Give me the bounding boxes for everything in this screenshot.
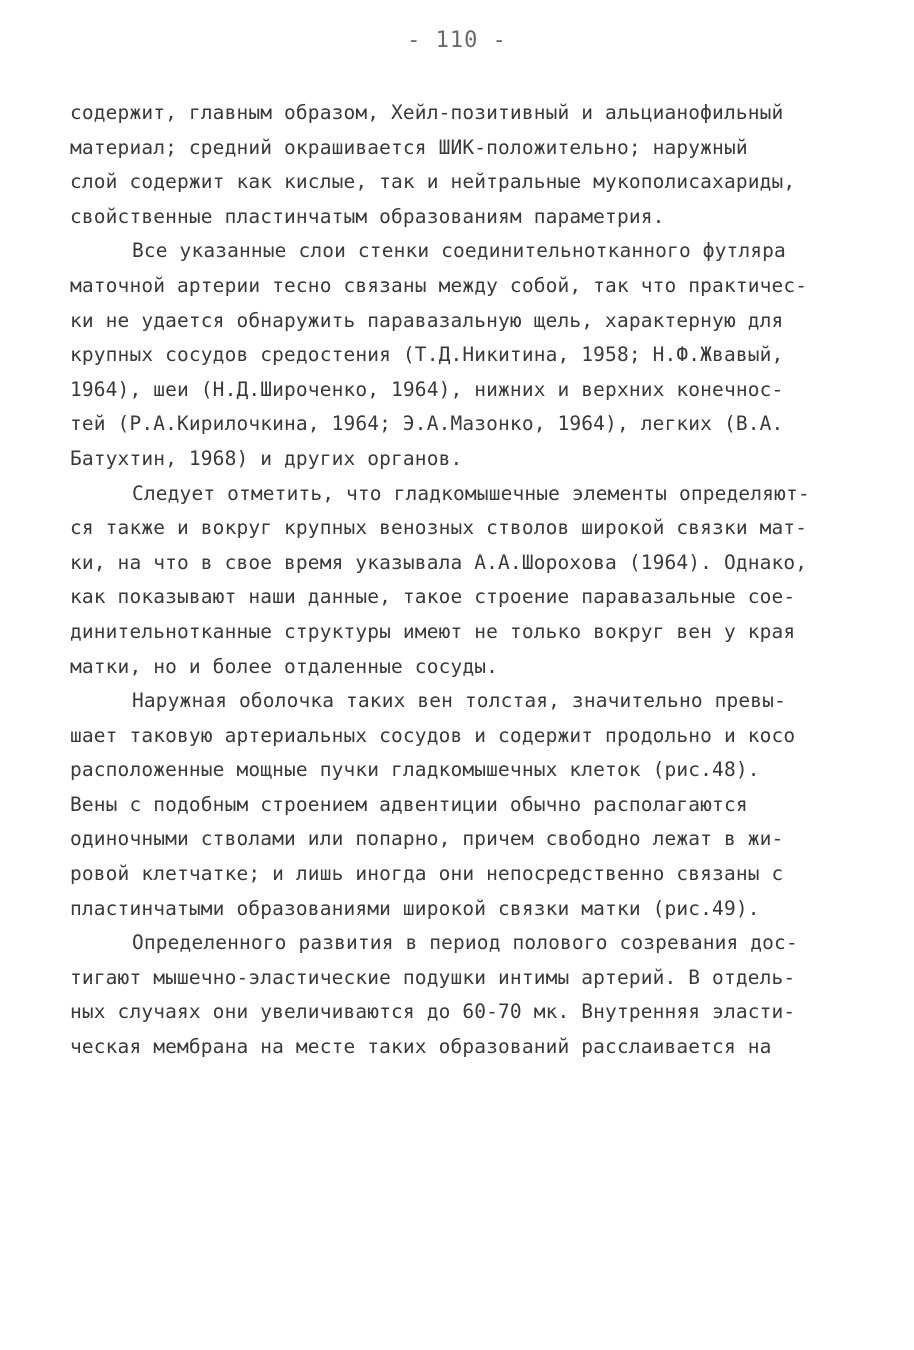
- text-line: Наружная оболочка таких вен толстая, значительно превы-: [132, 689, 786, 713]
- text-line: тигают мышечно-эластические подушки интимы артерий. В отдель-: [70, 965, 796, 989]
- body-text: [70, 96, 840, 1065]
- page-number: - 110 -: [407, 28, 507, 53]
- text-line: свойственные пластинчатым образованиям параметрия.: [70, 204, 665, 228]
- text-line: ся также и вокруг крупных венозных стволов широкой связки мат-: [70, 516, 808, 540]
- text-line: тей (Р.А.Кирилочкина, 1964; Э.А.Мазонко, 1964), легких (В.А.: [70, 412, 784, 436]
- text-line: крупных сосудов средостения (Т.Д.Никитина, 1958; Н.Ф.Жвавый,: [70, 343, 784, 367]
- text-line: пластинчатыми образованиями широкой связки матки (рис.49).: [70, 896, 760, 920]
- text-line: ки не удается обнаружить паравазальную щель, характерную для: [70, 308, 784, 332]
- text-line: ровой клетчатке; и лишь иногда они непосредственно связаны с: [70, 862, 784, 886]
- text-line: динительнотканные структуры имеют не только вокруг вен у края: [70, 619, 796, 643]
- text-line: Определенного развития в период полового созревания дос-: [132, 931, 798, 955]
- text-line: одиночными стволами или попарно, причем свободно лежат в жи-: [70, 827, 784, 851]
- text-line: как показывают наши данные, такое строение паравазальные сое-: [70, 585, 796, 609]
- text-line: Следует отметить, что гладкомышечные элементы определяют-: [132, 481, 810, 505]
- text-line: Все указанные слои стенки соединительнотканного футляра: [132, 239, 786, 263]
- text-line: ческая мембрана на месте таких образований расслаивается на: [70, 1035, 772, 1059]
- text-line: содержит, главным образом, Хейл-позитивный и альцианофильный: [70, 101, 784, 124]
- text-line: ных случаях они увеличиваются до 60-70 мк. Внутренняя эласти-: [70, 1000, 796, 1024]
- text-line: маточной артерии тесно связаны между собой, так что практичес-: [70, 273, 808, 297]
- text-line: слой содержит как кислые, так и нейтральные мукополисахариды,: [70, 170, 796, 194]
- text-line: матки, но и более отдаленные сосуды.: [70, 654, 499, 678]
- text-line: Вены с подобным строением адвентиции обычно располагаются: [70, 792, 748, 816]
- text-line: 1964), шеи (Н.Д.Широченко, 1964), нижних и верхних конечнос-: [70, 377, 784, 401]
- text-line: Батухтин, 1968) и других органов.: [70, 446, 463, 470]
- text-line: ки, на что в свое время указывала А.А.Шорохова (1964). Однако,: [70, 550, 808, 574]
- text-line: шает таковую артериальных сосудов и содержит продольно и косо: [70, 723, 796, 747]
- text-line: материал; средний окрашивается ШИК-положительно; наружный: [70, 135, 748, 159]
- text-line: расположенные мощные пучки гладкомышечных клеток (рис.48).: [70, 758, 760, 782]
